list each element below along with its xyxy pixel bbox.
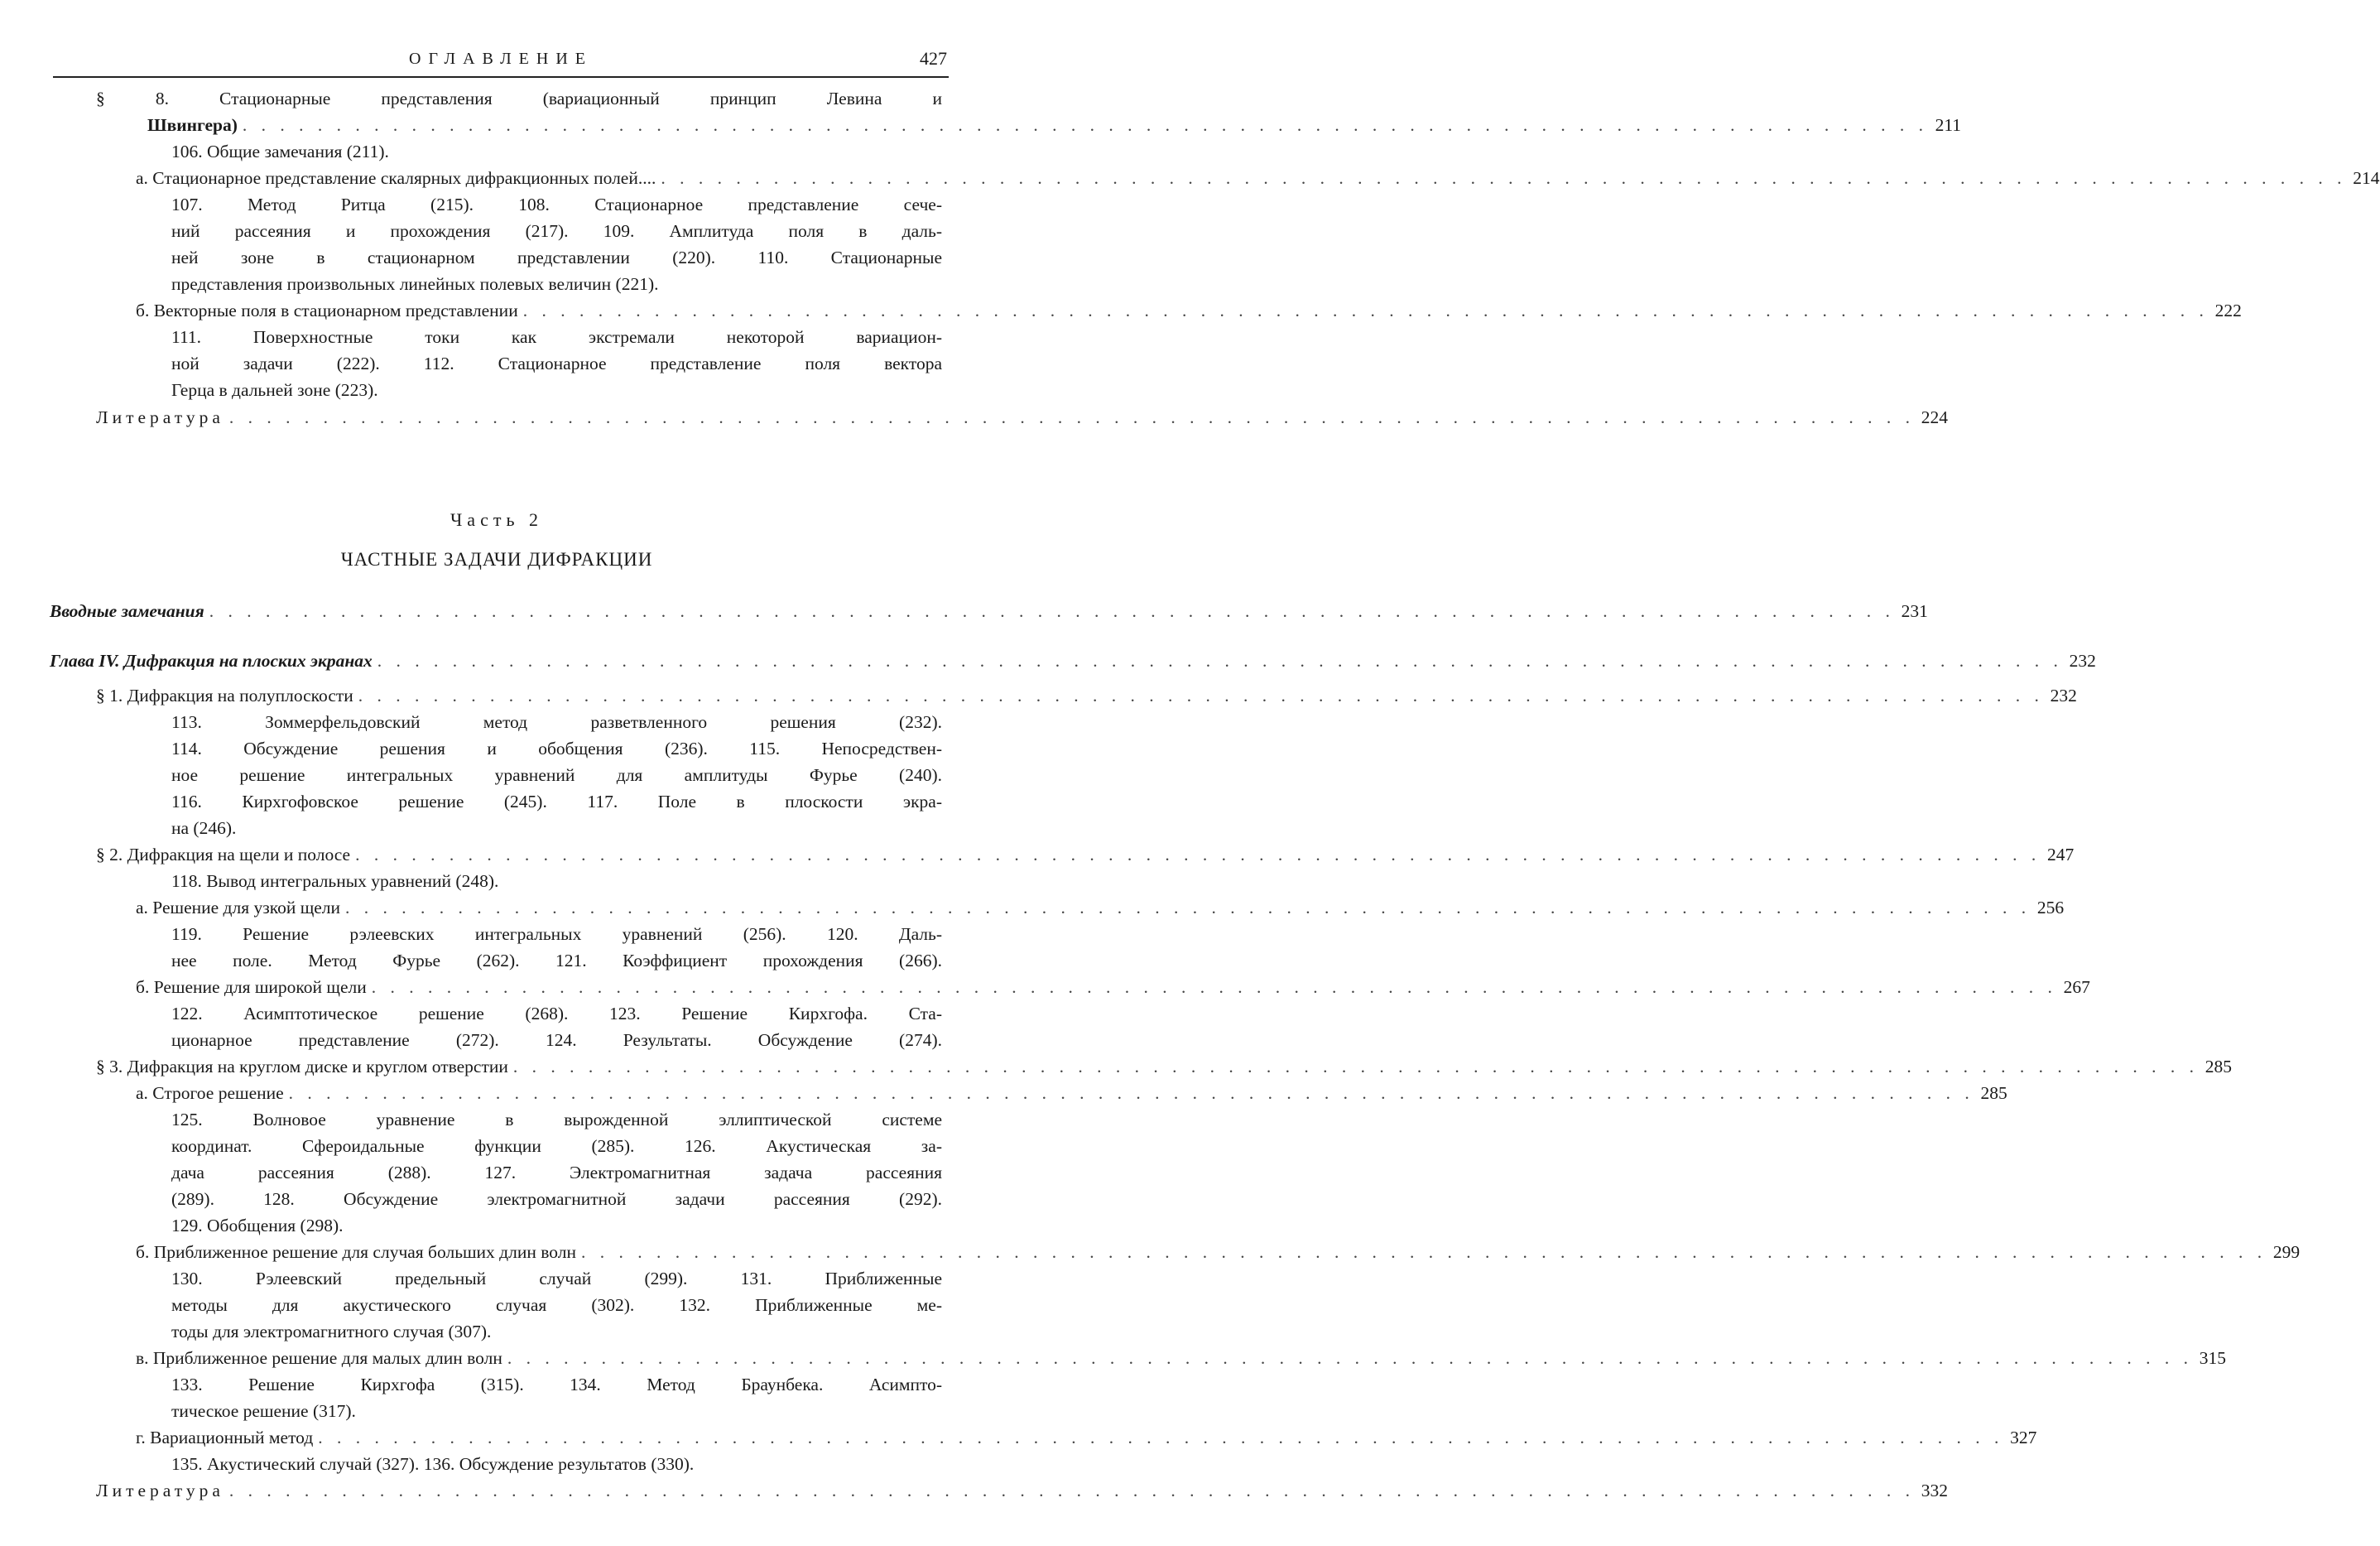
toc-entry-s3[interactable] bbox=[96, 1053, 2232, 1080]
toc-subitems: 118. Вывод интегральных уравнений (248). bbox=[171, 871, 499, 891]
dot-leader: . . . . . . . . . . . . . . . . . . . . . . . . . . . . . . . . . . . . . . . . . . . . . . . . . . . . . . . . . . . . . . . . . . . . . . . . . . . . . . . . . . . . . . . . . . bbox=[209, 601, 1895, 621]
toc-entry-title: б. Решение для широкой щели bbox=[136, 977, 367, 997]
toc-page-number: 285 bbox=[2205, 1057, 2232, 1076]
toc-page-number: 256 bbox=[2036, 898, 2065, 917]
dot-leader: . . . . . . . . . . . . . . . . . . . . . . . . . . . . . . . . . . . . . . . . . . . . . . . . . . . . . . . . . . . . . . . . . . . . . . . . . . . . . . . . . . . . . . . . . . bbox=[228, 1481, 1916, 1500]
toc-subitems: ционарное представление (272). 124. Результаты. Обсуждение (274). bbox=[171, 1030, 942, 1050]
toc-page-number: 224 bbox=[1921, 407, 1949, 427]
toc-subitems: ний рассеяния и прохождения (217). 109. Амплитуда поля в даль- bbox=[171, 221, 942, 241]
part-label: Часть 2 bbox=[450, 509, 543, 530]
toc-subitems: ное решение интегральных уравнений для амплитуды Фурье (240). bbox=[171, 765, 942, 785]
toc-entry-s3-b[interactable] bbox=[136, 1239, 2301, 1265]
toc-entry-title: Литература bbox=[96, 1481, 224, 1500]
toc-subitems: ной задачи (222). 112. Стационарное представление поля вектора bbox=[171, 354, 942, 373]
dot-leader: . . . . . . . . . . . . . . . . . . . . . . . . . . . . . . . . . . . . . . . . . . . . . . . . . . . . . . . . . . . . . . . . . . . . . . . . . . . . . . . . . . . . . . . . . . bbox=[580, 1242, 2267, 1262]
dot-leader: . . . . . . . . . . . . . . . . . . . . . . . . . . . . . . . . . . . . . . . . . . . . . . . . . . . . . . . . . . . . . . . . . . . . . . . . . . . . . . . . . . . . . . . . . . bbox=[507, 1348, 2194, 1368]
toc-entry-title: а. Стационарное представление скалярных дифракционных полей.... bbox=[136, 168, 656, 188]
toc-page-number: 267 bbox=[2063, 977, 2090, 997]
dot-leader: . . . . . . . . . . . . . . . . . . . . . . . . . . . . . . . . . . . . . . . . . . . . . . . . . . . . . . . . . . . . . . . . . . . . . . . . . . . . . . . . . . . . . . . . . . bbox=[345, 898, 2031, 917]
dot-leader: . . . . . . . . . . . . . . . . . . . . . . . . . . . . . . . . . . . . . . . . . . . . . . . . . . . . . . . . . . . . . . . . . . . . . . . . . . . . . . . . . . . . . . . . . . bbox=[355, 845, 2041, 865]
toc-entry-s3-d[interactable] bbox=[136, 1424, 2037, 1451]
dot-leader: . . . . . . . . . . . . . . . . . . . . . . . . . . . . . . . . . . . . . . . . . . . . . . . . . . . . . . . . . . . . . . . . . . . . . . . . . . . . . . . . . . . . . . . . . . bbox=[288, 1083, 1974, 1103]
toc-entry-title: б. Приближенное решение для случая больших длин волн bbox=[136, 1242, 576, 1262]
toc-entry-title: § 2. Дифракция на щели и полосе bbox=[96, 845, 351, 865]
toc-subitems: дача рассеяния (288). 127. Электромагнитная задача рассеяния bbox=[171, 1163, 942, 1182]
toc-page-number: 214 bbox=[2353, 168, 2380, 188]
toc-entry-title: б. Векторные поля в стационарном представлении bbox=[136, 301, 518, 320]
toc-entry-title: в. Приближенное решение для малых длин волн bbox=[136, 1348, 502, 1368]
toc-entry-s3-c[interactable] bbox=[136, 1345, 2227, 1371]
toc-entry-title: § 3. Дифракция на круглом диске и круглом отверстии bbox=[96, 1057, 508, 1076]
toc-entry-s8-line1: § 8. Стационарные представления (вариационный принцип Левина и bbox=[96, 89, 942, 108]
toc-subitems: 107. Метод Ритца (215). 108. Стационарное представление сече- bbox=[171, 195, 942, 214]
toc-entry-chapter-4[interactable] bbox=[50, 648, 2096, 674]
toc-subitems: 113. Зоммерфельдовский метод разветвленного решения (232). bbox=[171, 712, 942, 732]
page-header bbox=[53, 48, 949, 78]
toc-entry-title: Глава IV. Дифракция на плоских экранах bbox=[50, 651, 373, 671]
toc-page-number: 315 bbox=[2199, 1348, 2227, 1368]
toc-subitems: ней зоне в стационарном представлении (220). 110. Стационарные bbox=[171, 248, 942, 267]
toc-subitems: 111. Поверхностные токи как экстремали некоторой вариацион- bbox=[171, 327, 942, 347]
toc-subitems: (289). 128. Обсуждение электромагнитной задачи рассеяния (292). bbox=[171, 1189, 942, 1209]
toc-subitems: тоды для электромагнитного случая (307). bbox=[171, 1322, 492, 1341]
toc-subitems: 122. Асимптотическое решение (268). 123. Решение Кирхгофа. Ста- bbox=[171, 1004, 942, 1023]
toc-subitems: методы для акустического случая (302). 132. Приближенные ме- bbox=[171, 1295, 942, 1315]
dot-leader: . . . . . . . . . . . . . . . . . . . . . . . . . . . . . . . . . . . . . . . . . . . . . . . . . . . . . . . . . . . . . . . . . . . . . . . . . . . . . . . . . . . . . . . . . . bbox=[318, 1428, 2004, 1447]
dot-leader: . . . . . . . . . . . . . . . . . . . . . . . . . . . . . . . . . . . . . . . . . . . . . . . . . . . . . . . . . . . . . . . . . . . . . . . . . . . . . . . . . . . . . . . . . . bbox=[242, 115, 1929, 135]
toc-entry-s2[interactable] bbox=[96, 841, 2075, 868]
page-number: 427 bbox=[920, 48, 947, 69]
toc-page-number: 211 bbox=[1935, 115, 1962, 135]
toc-entry-title: § 1. Дифракция на полуплоскости bbox=[96, 686, 353, 706]
toc-subitems: 119. Решение рэлеевских интегральных уравнений (256). 120. Даль- bbox=[171, 924, 942, 944]
toc-subitems: 133. Решение Кирхгофа (315). 134. Метод Браунбека. Асимпто- bbox=[171, 1375, 942, 1394]
toc-page-number: 285 bbox=[1980, 1083, 2007, 1103]
toc-page-number: 327 bbox=[2010, 1428, 2037, 1447]
toc-page-number: 299 bbox=[2272, 1242, 2301, 1262]
toc-entry-intro[interactable] bbox=[50, 598, 1928, 624]
dot-leader: . . . . . . . . . . . . . . . . . . . . . . . . . . . . . . . . . . . . . . . . . . . . . . . . . . . . . . . . . . . . . . . . . . . . . . . . . . . . . . . . . . . . . . . . . . bbox=[522, 301, 2209, 320]
toc-subitems: 129. Обобщения (298). bbox=[171, 1216, 344, 1235]
toc-entry-s8[interactable] bbox=[147, 112, 1962, 138]
toc-entry-title: а. Решение для узкой щели bbox=[136, 898, 341, 917]
toc-entry-s2-b[interactable] bbox=[136, 974, 2090, 1000]
dot-leader: . . . . . . . . . . . . . . . . . . . . . . . . . . . . . . . . . . . . . . . . . . . . . . . . . . . . . . . . . . . . . . . . . . . . . . . . . . . . . . . . . . . . . . . . . . bbox=[228, 407, 1916, 427]
toc-subitems: 116. Кирхгофовское решение (245). 117. Поле в плоскости экра- bbox=[171, 792, 942, 812]
toc-entry-title: а. Строгое решение bbox=[136, 1083, 284, 1103]
running-title: ОГЛАВЛЕНИЕ bbox=[409, 50, 593, 68]
toc-entry-s2-a[interactable] bbox=[136, 894, 2065, 921]
toc-entry-title: Швингера) bbox=[147, 115, 238, 135]
toc-page-number: 232 bbox=[2069, 651, 2096, 671]
toc-entry-s3-a[interactable] bbox=[136, 1080, 2007, 1106]
toc-subitems: 106. Общие замечания (211). bbox=[171, 142, 389, 161]
toc-page-number: 232 bbox=[2050, 686, 2077, 706]
toc-entry-literature-1[interactable] bbox=[96, 404, 1949, 431]
toc-entry-title: Вводные замечания bbox=[50, 601, 204, 621]
dot-leader: . . . . . . . . . . . . . . . . . . . . . . . . . . . . . . . . . . . . . . . . . . . . . . . . . . . . . . . . . . . . . . . . . . . . . . . . . . . . . . . . . . . . . . . . . . bbox=[371, 977, 2057, 997]
toc-entry-s8-b[interactable] bbox=[136, 297, 2242, 324]
toc-subitems: 135. Акустический случай (327). 136. Обсуждение результатов (330). bbox=[171, 1454, 695, 1474]
toc-entry-title: Литература bbox=[96, 407, 224, 427]
toc-page-number: 231 bbox=[1901, 601, 1928, 621]
toc-entry-literature-2[interactable] bbox=[96, 1477, 1949, 1504]
toc-page-number: 247 bbox=[2046, 845, 2075, 865]
toc-subitems: 125. Волновое уравнение в вырожденной эллиптической системе bbox=[171, 1110, 942, 1129]
toc-subitems: 130. Рэлеевский предельный случай (299). 131. Приближенные bbox=[171, 1269, 942, 1288]
toc-page-number: 222 bbox=[2214, 301, 2242, 320]
toc-subitems: нее поле. Метод Фурье (262). 121. Коэффициент прохождения (266). bbox=[171, 951, 942, 970]
toc-entry-title: г. Вариационный метод bbox=[136, 1428, 314, 1447]
toc-subitems: Герца в дальней зоне (223). bbox=[171, 380, 378, 400]
toc-subitems: на (246). bbox=[171, 818, 237, 838]
toc-subitems: координат. Сфероидальные функции (285). 126. Акустическая за- bbox=[171, 1136, 942, 1156]
part-title: ЧАСТНЫЕ ЗАДАЧИ ДИФРАКЦИИ bbox=[340, 549, 653, 570]
dot-leader: . . . . . . . . . . . . . . . . . . . . . . . . . . . . . . . . . . . . . . . . . . . . . . . . . . . . . . . . . . . . . . . . . . . . . . . . . . . . . . . . . . . . . . . . . . bbox=[377, 651, 2063, 671]
toc-page-number: 332 bbox=[1921, 1481, 1949, 1500]
toc-subitems: тическое решение (317). bbox=[171, 1401, 356, 1421]
toc-subitems: 114. Обсуждение решения и обобщения (236). 115. Непосредствен- bbox=[171, 739, 942, 759]
toc-subitems: представления произвольных линейных полевых величин (221). bbox=[171, 274, 659, 294]
dot-leader: . . . . . . . . . . . . . . . . . . . . . . . . . . . . . . . . . . . . . . . . . . . . . . . . . . . . . . . . . . . . . . . . . . . . . . . . . . . . . . . . . . . . . . . . . . bbox=[661, 168, 2347, 188]
dot-leader: . . . . . . . . . . . . . . . . . . . . . . . . . . . . . . . . . . . . . . . . . . . . . . . . . . . . . . . . . . . . . . . . . . . . . . . . . . . . . . . . . . . . . . . . . . bbox=[358, 686, 2044, 706]
dot-leader: . . . . . . . . . . . . . . . . . . . . . . . . . . . . . . . . . . . . . . . . . . . . . . . . . . . . . . . . . . . . . . . . . . . . . . . . . . . . . . . . . . . . . . . . . . bbox=[512, 1057, 2199, 1076]
toc-entry-s8-a[interactable] bbox=[136, 165, 2380, 191]
toc-entry-s1[interactable] bbox=[96, 682, 2077, 709]
